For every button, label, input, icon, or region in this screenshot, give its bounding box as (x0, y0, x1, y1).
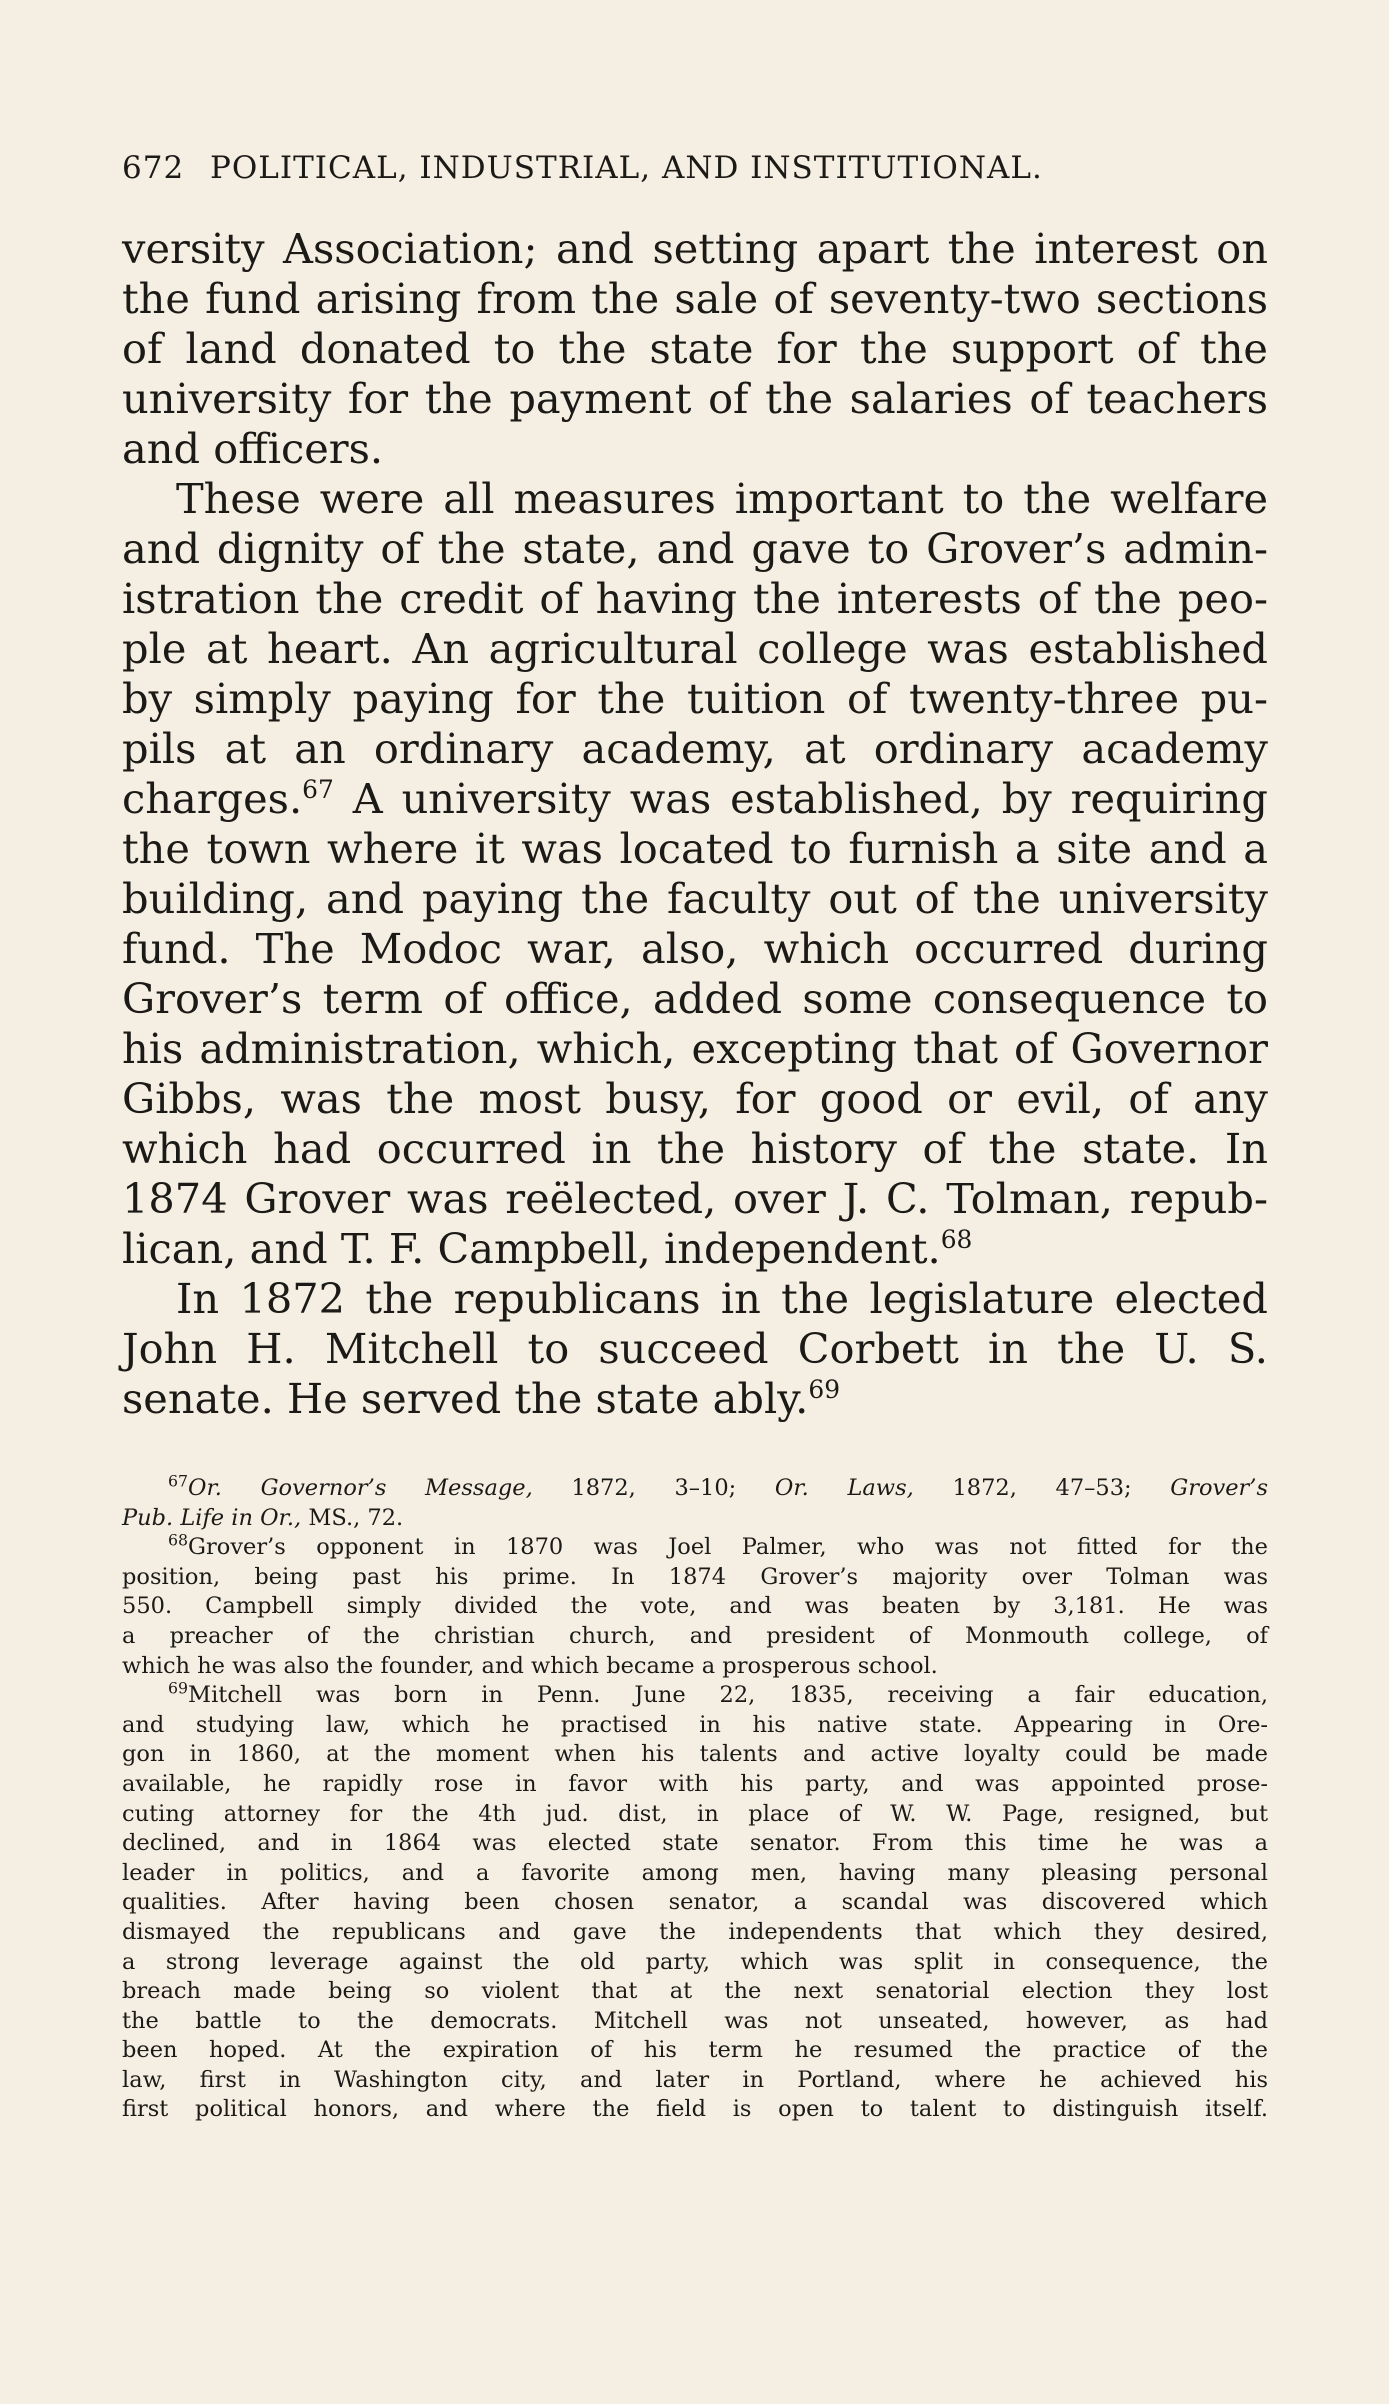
body-line: Gibbs, was the most busy, for good or evil, of any (122, 1074, 1268, 1123)
body-line: and officers. (122, 424, 384, 473)
body-line-text: A university was established, by requiring (352, 774, 1268, 823)
footnote-69: $^{69}$Mitchell was born in Penn. June 22, 1835, receiving a fair education, (168, 1678, 1268, 1709)
footnote-68: $^{68}$Grover’s opponent in 1870 was Joel Palmer, who was not fitted for the (168, 1530, 1268, 1561)
running-title: POLITICAL, INDUSTRIAL, AND INSTITUTIONAL. (210, 150, 1043, 186)
body-line-text: charges. (122, 774, 303, 823)
body-line: istration the credit of having the interests of the peo- (122, 574, 1268, 623)
body-line: pils at an ordinary academy, at ordinary academy (122, 724, 1268, 773)
footnote-line: first political honors, and where the field is open to talent to distinguish itself. (122, 2096, 1268, 2123)
footnote-line: which he was also the founder, and which became a prosperous school. (122, 1652, 938, 1679)
footnote-line: dismayed the republicans and gave the independents that which they desired, (122, 1918, 1268, 1945)
footnote-mark: 67 (168, 1471, 189, 1491)
body-line: the fund arising from the sale of seventy-two sections (122, 274, 1268, 323)
footnote-ref-69[interactable]: 69 (808, 1375, 841, 1405)
body-line: John H. Mitchell to succeed Corbett in the U. S. (122, 1324, 1268, 1373)
body-line: which had occurred in the history of the state. In (122, 1124, 1268, 1173)
body-line: university for the payment of the salaries of teachers (122, 374, 1268, 423)
footnote-mark: 68 (168, 1530, 189, 1550)
body-line: of land donated to the state for the support of the (122, 324, 1268, 373)
footnote-mark: 69 (168, 1678, 189, 1698)
body-line: versity Association; and setting apart the interest on (122, 224, 1268, 273)
footnote-line: leader in politics, and a favorite among men, having many pleasing personal (122, 1859, 1268, 1886)
body-line: fund. The Modoc war, also, which occurred during (122, 924, 1268, 973)
body-line (122, 1224, 1268, 1274)
footnote-line: gon in 1860, at the moment when his talents and active loyalty could be made (122, 1741, 1268, 1768)
body-line: and dignity of the state, and gave to Grover’s admin- (122, 524, 1268, 573)
body-line: Grover’s term of office, added some consequence to (122, 974, 1268, 1023)
footnote-ref-67[interactable]: 67 (302, 775, 334, 805)
body-line (122, 1374, 1268, 1424)
body-line-text: senate. He served the state ably. (122, 1374, 809, 1423)
footnote-line: been hoped. At the expiration of his term he resumed the practice of the (122, 2037, 1268, 2064)
footnote-67-cont: Pub. Life in Or., MS., 72. (122, 1504, 404, 1531)
footnote-line: declined, and in 1864 was elected state senator. From this time he was a (122, 1830, 1268, 1857)
footnote-line: qualities. After having been chosen senator, a scandal was discovered which (122, 1889, 1268, 1916)
footnote-line: cuting attorney for the 4th jud. dist, in place of W. W. Page, resigned, but (122, 1800, 1268, 1827)
body-line: These were all measures important to the welfare (176, 474, 1268, 523)
footnote-line: position, being past his prime. In 1874 Grover’s majority over Tolman was (122, 1563, 1268, 1590)
footnote-line: and studying law, which he practised in his native state. Appearing in Ore- (122, 1711, 1268, 1738)
footnote-line: available, he rapidly rose in favor with his party, and was appointed prose- (122, 1770, 1268, 1797)
body-line: 1874 Grover was reëlected, over J. C. Tolman, repub- (122, 1174, 1268, 1223)
footnote-line: 550. Campbell simply divided the vote, and was beaten by 3,181. He was (122, 1593, 1268, 1620)
body-line: ple at heart. An agricultural college was established (122, 624, 1268, 673)
body-line-text: lican, and T. F. Campbell, independent. (122, 1224, 941, 1273)
footnote-67: $^{67}$Or. Governor’s Message, 1872, 3–10; Or. Laws, 1872, 47–53; Grover’s (168, 1471, 1269, 1501)
body-line: by simply paying for the tuition of twenty-three pu- (122, 674, 1268, 723)
body-text (122, 224, 1268, 1424)
footnote-line: law, first in Washington city, and later in Portland, where he achieved his (122, 2066, 1268, 2093)
body-line: building, and paying the faculty out of the university (122, 874, 1268, 923)
running-header (122, 150, 1272, 186)
footnote-line: the battle to the democrats. Mitchell was not unseated, however, as had (122, 2007, 1268, 2034)
footnotes (122, 1471, 1269, 2125)
footnote-line: a preacher of the christian church, and president of Monmouth college, of (122, 1622, 1268, 1649)
body-line: his administration, which, excepting that of Governor (122, 1024, 1268, 1073)
footnote-line: breach made being so violent that at the next senatorial election they lost (122, 1978, 1268, 2005)
body-line: In 1872 the republicans in the legislature elected (176, 1274, 1268, 1323)
body-line: the town where it was located to furnish a site and a (122, 824, 1268, 873)
body-line (122, 774, 1268, 824)
page-number: 672 (122, 150, 185, 186)
footnote-line: a strong leverage against the old party, which was split in consequence, the (122, 1948, 1268, 1975)
footnote-ref-68[interactable]: 68 (940, 1225, 973, 1255)
